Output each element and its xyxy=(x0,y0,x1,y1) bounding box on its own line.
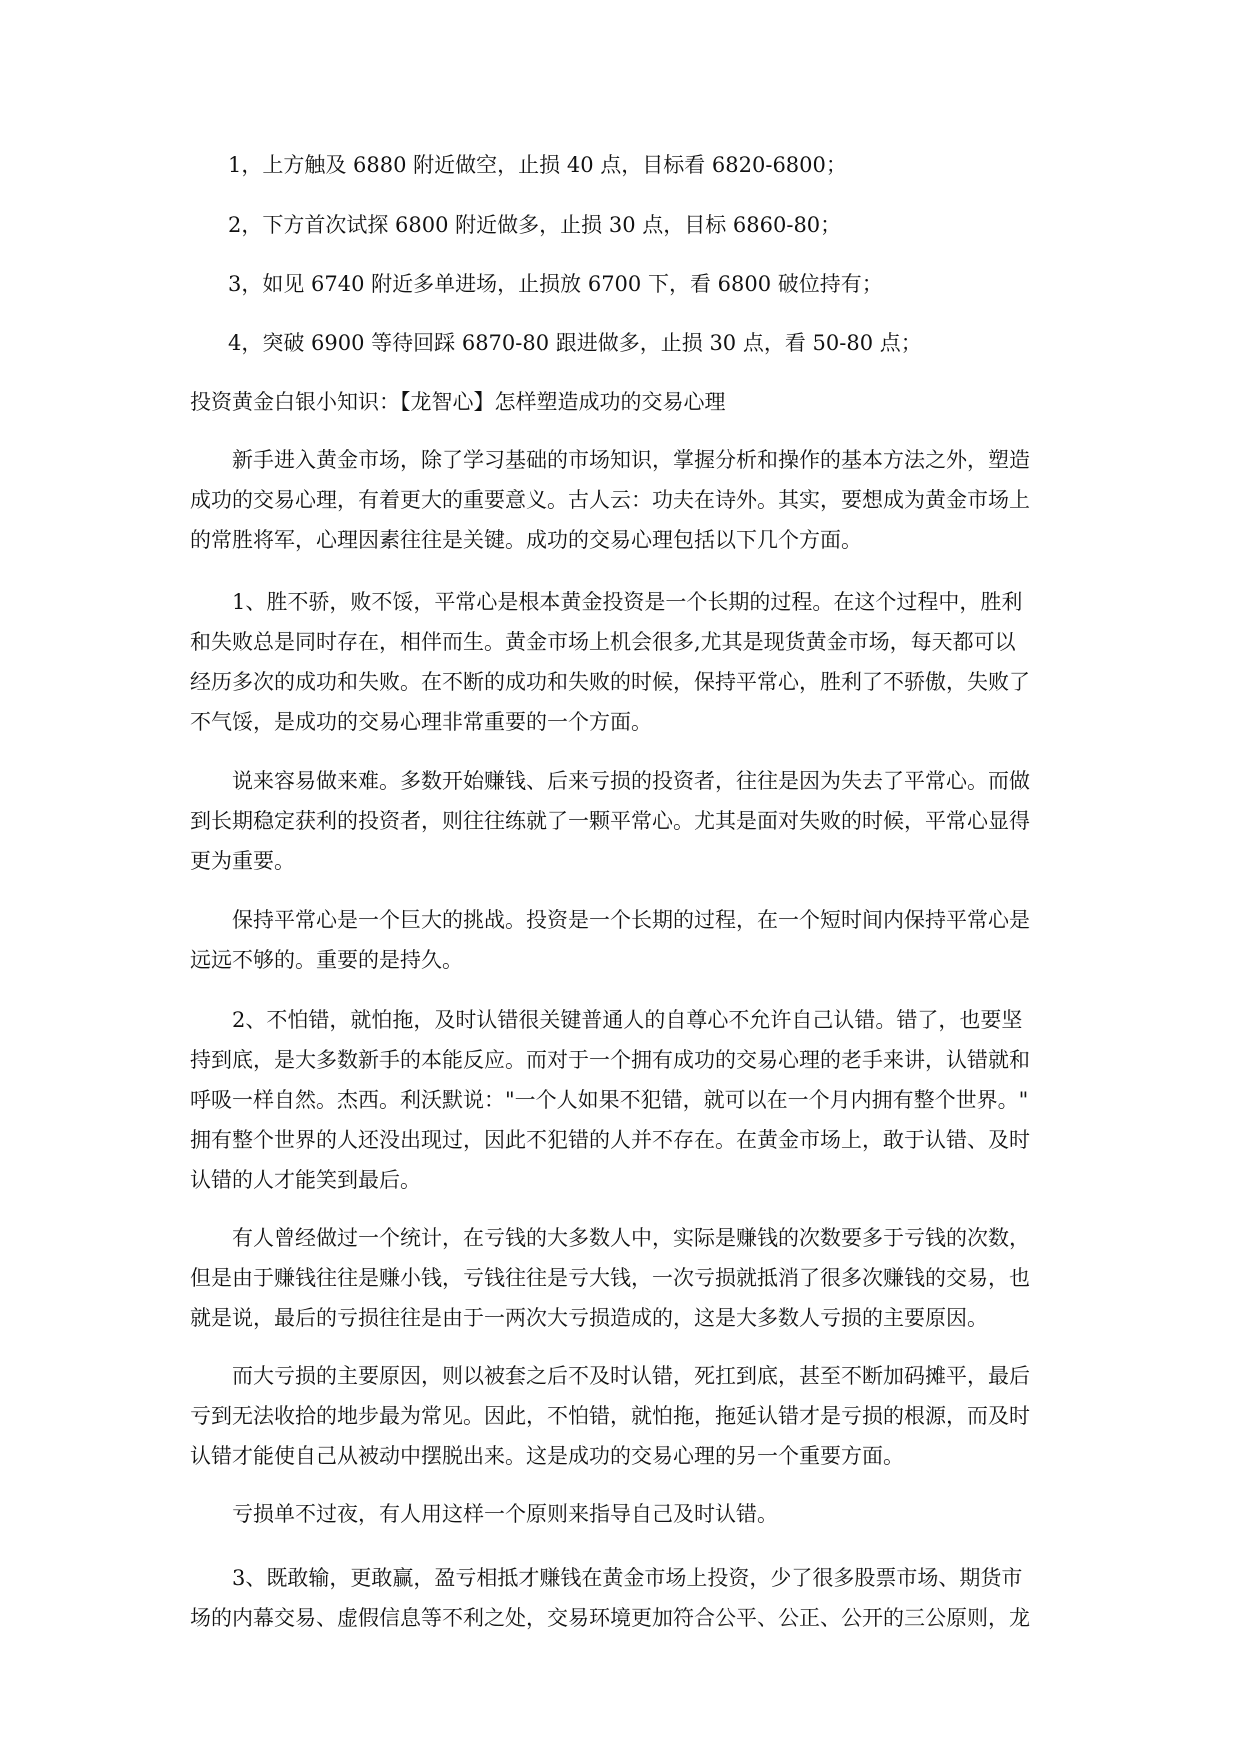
paragraph-line: 呼吸一样自然。杰西。利沃默说："一个人如果不犯错，就可以在一个月内拥有整个世界。" xyxy=(190,1088,1029,1112)
paragraph-line: 更为重要。 xyxy=(190,849,295,873)
paragraph-line: 到长期稳定获利的投资者，则往往练就了一颗平常心。尤其是面对失败的时候，平常心显得 xyxy=(190,809,1030,833)
paragraph-line: 远远不够的。重要的是持久。 xyxy=(190,948,463,972)
paragraph-line: 经历多次的成功和失败。在不断的成功和失败的时候，保持平常心，胜利了不骄傲，失败了 xyxy=(190,670,1030,694)
paragraph-point-2 xyxy=(190,1000,1050,1200)
paragraph-line: 有人曾经做过一个统计，在亏钱的大多数人中，实际是赚钱的次数要多于亏钱的次数， xyxy=(232,1226,1030,1250)
trade-plan-item-2: 2，下方首次试探 6800 附近做多，止损 30 点，目标 6860-80； xyxy=(228,213,842,237)
paragraph-point-1 xyxy=(190,582,1050,742)
paragraph-line: 拥有整个世界的人还没出现过，因此不犯错的人并不存在。在黄金市场上，敢于认错、及时 xyxy=(190,1128,1030,1152)
paragraph-line: 2、不怕错，就怕拖，及时认错很关键普通人的自尊心不允许自己认错。错了，也要坚 xyxy=(232,1008,1023,1032)
paragraph-line: 亏到无法收拾的地步最为常见。因此，不怕错，就怕拖，拖延认错才是亏损的根源，而及时 xyxy=(190,1404,1030,1428)
trade-plan-item-1: 1，上方触及 6880 附近做空，止损 40 点，目标看 6820-6800； xyxy=(228,153,847,177)
paragraph-line: 但是由于赚钱往往是赚小钱，亏钱往往是亏大钱，一次亏损就抵消了很多次赚钱的交易，也 xyxy=(190,1266,1030,1290)
paragraph-statistics xyxy=(190,1218,1050,1338)
paragraph-line: 而大亏损的主要原因，则以被套之后不及时认错，死扛到底，甚至不断加码摊平，最后 xyxy=(232,1364,1030,1388)
paragraph-point-3 xyxy=(190,1558,1050,1638)
paragraph-line: 1、胜不骄，败不馁，平常心是根本黄金投资是一个长期的过程。在这个过程中，胜利 xyxy=(232,590,1023,614)
paragraph-line: 成功的交易心理，有着更大的重要意义。古人云：功夫在诗外。其实，要想成为黄金市场上 xyxy=(190,488,1030,512)
paragraph-line: 说来容易做来难。多数开始赚钱、后来亏损的投资者，往往是因为失去了平常心。而做 xyxy=(232,769,1030,793)
section-heading: 投资黄金白银小知识：【龙智心】怎样塑造成功的交易心理 xyxy=(190,390,726,414)
paragraph-line: 持到底，是大多数新手的本能反应。而对于一个拥有成功的交易心理的老手来讲，认错就和 xyxy=(190,1048,1030,1072)
paragraph-intro xyxy=(190,440,1050,560)
paragraph-line: 3、既敢输，更敢赢，盈亏相抵才赚钱在黄金市场上投资，少了很多股票市场、期货市 xyxy=(232,1566,1023,1590)
paragraph-line: 场的内幕交易、虚假信息等不利之处，交易环境更加符合公平、公正、公开的三公原则，龙 xyxy=(190,1606,1030,1630)
paragraph-calm-mind xyxy=(190,761,1050,881)
paragraph-line: 和失败总是同时存在，相伴而生。黄金市场上机会很多,尤其是现货黄金市场，每天都可以 xyxy=(190,630,1016,654)
paragraph-big-loss xyxy=(190,1356,1050,1476)
paragraph-line: 就是说，最后的亏损往往是由于一两次大亏损造成的，这是大多数人亏损的主要原因。 xyxy=(190,1306,988,1330)
paragraph-line: 亏损单不过夜，有人用这样一个原则来指导自己及时认错。 xyxy=(232,1502,778,1526)
paragraph-line: 的常胜将军，心理因素往往是关键。成功的交易心理包括以下几个方面。 xyxy=(190,528,862,552)
paragraph-overnight-rule xyxy=(190,1494,1050,1534)
paragraph-line: 新手进入黄金市场，除了学习基础的市场知识，掌握分析和操作的基本方法之外，塑造 xyxy=(232,448,1030,472)
trade-plan-item-4: 4，突破 6900 等待回踩 6870-80 跟进做多，止损 30 点，看 50-80 点； xyxy=(228,331,922,355)
paragraph-line: 认错的人才能笑到最后。 xyxy=(190,1168,421,1192)
paragraph-line: 保持平常心是一个巨大的挑战。投资是一个长期的过程，在一个短时间内保持平常心是 xyxy=(232,908,1030,932)
paragraph-line: 不气馁，是成功的交易心理非常重要的一个方面。 xyxy=(190,710,652,734)
paragraph-persistence xyxy=(190,900,1050,980)
paragraph-line: 认错才能使自己从被动中摆脱出来。这是成功的交易心理的另一个重要方面。 xyxy=(190,1444,904,1468)
trade-plan-item-3: 3，如见 6740 附近多单进场，止损放 6700 下，看 6800 破位持有； xyxy=(228,272,883,296)
